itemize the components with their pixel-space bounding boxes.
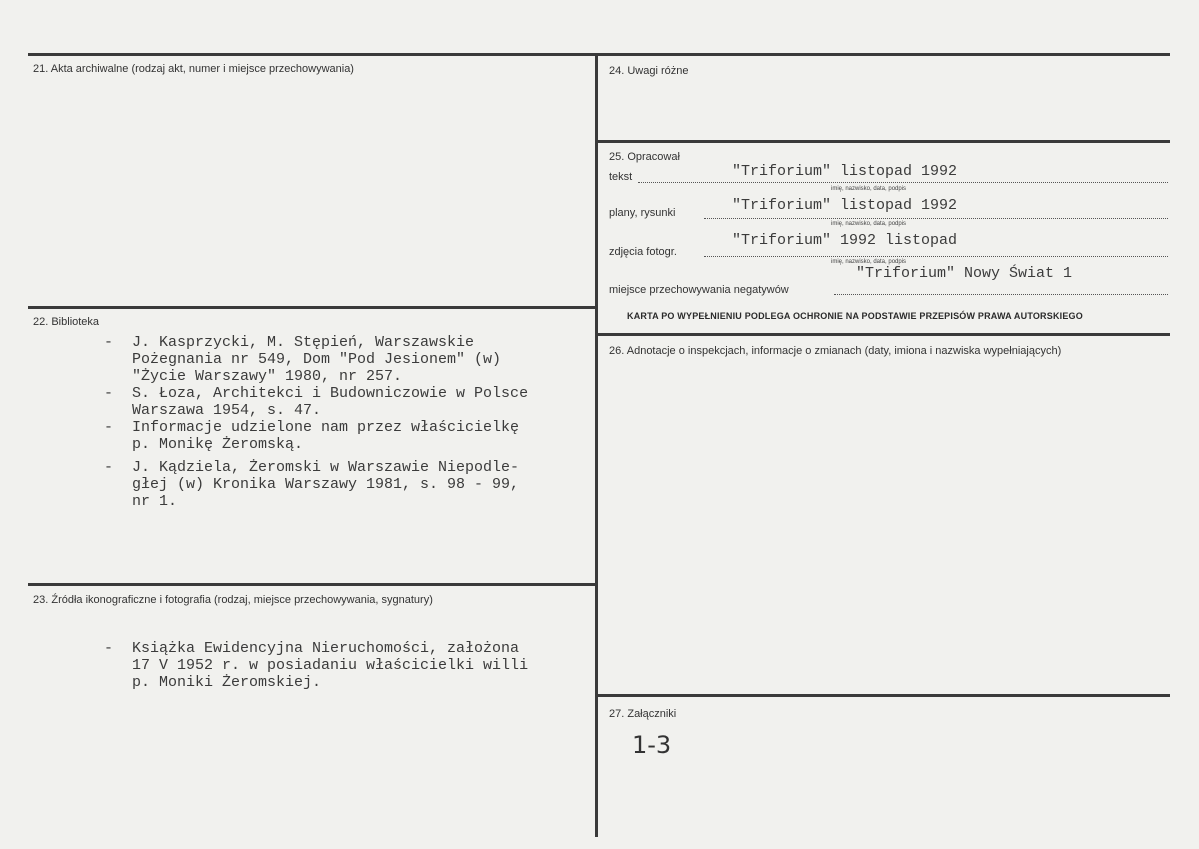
bibliography-entry bbox=[104, 334, 584, 385]
center-divider bbox=[595, 53, 598, 837]
dotted-line bbox=[704, 256, 1168, 257]
row-label-photos: zdjęcia fotogr. bbox=[609, 246, 677, 258]
bibliography-entry bbox=[104, 459, 584, 510]
entry-line: Informacje udzielone nam przez właścicielkę bbox=[132, 419, 520, 436]
dotted-line bbox=[834, 294, 1168, 295]
top-border bbox=[28, 53, 1170, 56]
entry-dash: - bbox=[104, 334, 114, 351]
dotted-line bbox=[638, 182, 1168, 183]
entry-line: S. Łoza, Architekci i Budowniczowie w Polsce bbox=[132, 385, 529, 402]
divider-24-25 bbox=[596, 140, 1170, 143]
entry-line: J. Kądziela, Żeromski w Warszawie Niepodle- bbox=[132, 459, 520, 476]
entry-line: Książka Ewidencyjna Nieruchomości, założona bbox=[132, 640, 520, 657]
row-hint: imię, nazwisko, data, podpis bbox=[831, 221, 907, 227]
divider-25-26 bbox=[596, 333, 1170, 336]
iconography-entry bbox=[104, 640, 584, 691]
entry-line: p. Moniki Żeromskiej. bbox=[132, 674, 322, 691]
row-hint: imię, nazwisko, data, podpis bbox=[831, 186, 907, 192]
divider-26-27 bbox=[596, 694, 1170, 697]
entry-line: "Życie Warszawy" 1980, nr 257. bbox=[132, 368, 403, 385]
section-25-label: 25. Opracował bbox=[609, 151, 680, 163]
row-value-negatives: "Triforium" Nowy Świat 1 bbox=[856, 265, 1073, 282]
entry-line: Warszawa 1954, s. 47. bbox=[132, 402, 322, 419]
divider-22-23 bbox=[28, 583, 596, 586]
row-label-negatives: miejsce przechowywania negatywów bbox=[609, 284, 789, 296]
entry-line: nr 1. bbox=[132, 493, 178, 510]
entry-line: J. Kasprzycki, M. Stępień, Warszawskie bbox=[132, 334, 475, 351]
entry-dash: - bbox=[104, 459, 114, 476]
entry-dash: - bbox=[104, 385, 114, 402]
row-value-text: "Triforium" listopad 1992 bbox=[732, 163, 958, 180]
entry-line: 17 V 1952 r. w posiadaniu właścicielki willi bbox=[132, 657, 529, 674]
entry-line: głej (w) Kronika Warszawy 1981, s. 98 - 99, bbox=[132, 476, 520, 493]
divider-21-22 bbox=[28, 306, 596, 309]
row-value-photos: "Triforium" 1992 listopad bbox=[732, 232, 958, 249]
entry-line: Pożegnania nr 549, Dom "Pod Jesionem" (w) bbox=[132, 351, 502, 368]
attachments-value: 1-3 bbox=[632, 731, 672, 759]
row-label-text: tekst bbox=[609, 171, 633, 183]
entry-line: p. Monikę Żeromską. bbox=[132, 436, 304, 453]
section-26-label: 26. Adnotacje o inspekcjach, informacje o zmianach (daty, imiona i nazwiska wypełniających) bbox=[609, 345, 1062, 357]
entry-dash: - bbox=[104, 640, 114, 657]
row-hint: imię, nazwisko, data, podpis bbox=[831, 259, 907, 265]
section-23-label: 23. Źródła ikonograficzne i fotografia (rodzaj, miejsce przechowywania, sygnatury) bbox=[33, 594, 433, 606]
bibliography-entry bbox=[104, 385, 584, 419]
copyright-notice: KARTA PO WYPEŁNIENIU PODLEGA OCHRONIE NA PODSTAWIE PRZEPISÓW PRAWA AUTORSKIEGO bbox=[627, 311, 1083, 321]
section-21-label: 21. Akta archiwalne (rodzaj akt, numer i miejsce przechowywania) bbox=[33, 63, 354, 75]
dotted-line bbox=[704, 218, 1168, 219]
row-label-plans: plany, rysunki bbox=[609, 207, 676, 219]
section-22-label: 22. Biblioteka bbox=[33, 316, 100, 328]
entry-dash: - bbox=[104, 419, 114, 436]
section-27-label: 27. Załączniki bbox=[609, 708, 677, 720]
section-24-label: 24. Uwagi różne bbox=[609, 65, 689, 77]
row-value-plans: "Triforium" listopad 1992 bbox=[732, 197, 958, 214]
bibliography-entry bbox=[104, 419, 584, 453]
